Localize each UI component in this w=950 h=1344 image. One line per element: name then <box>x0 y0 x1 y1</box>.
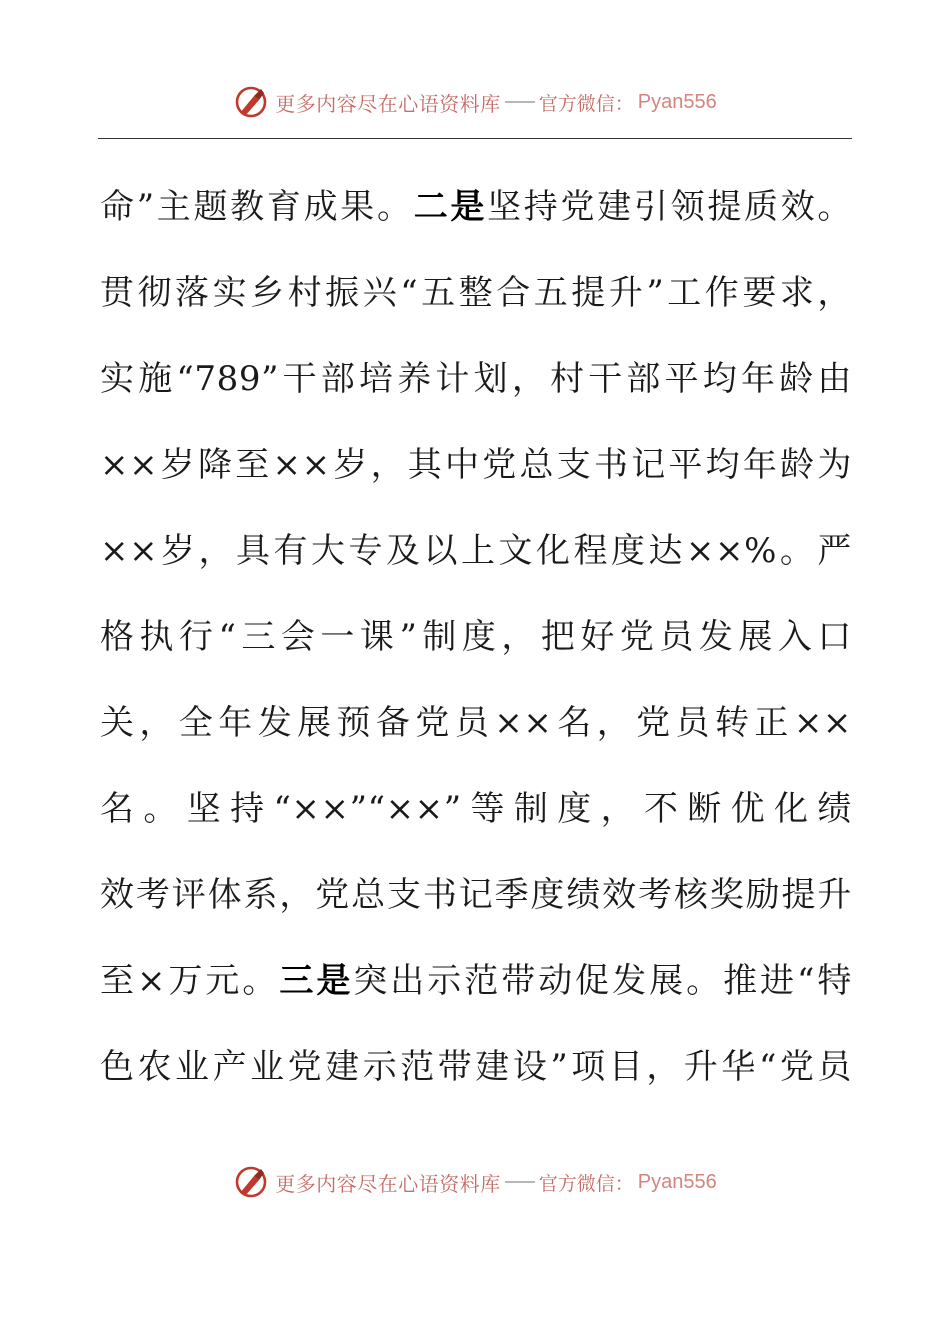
header-divider <box>98 138 852 139</box>
bold-marker-three: 三是 <box>279 961 354 1001</box>
header-wechat-label: 官方微信： <box>538 92 634 115</box>
header-dash <box>505 101 535 103</box>
footer-slogan: 更多内容尽在心语资料库 <box>275 1171 501 1196</box>
header-banner <box>0 82 950 122</box>
text-line-8: 名。坚持“××”“××”等制度，不断优化绩 <box>100 789 852 829</box>
text-line-5: ××岁，具有大专及以上文化程度达××%。严 <box>100 531 852 571</box>
text-line-6: 格执行“三会一课”制度，把好党员发展入口 <box>100 617 852 657</box>
pen-nib-logo-icon <box>233 1164 269 1200</box>
text-line-4: ××岁降至××岁，其中党总支书记平均年龄为 <box>100 445 852 485</box>
text-line-10: 至×万元。三是突出示范带动促发展。推进“特 <box>100 961 852 1001</box>
text-line-7: 关，全年发展预备党员××名，党员转正×× <box>100 703 852 743</box>
pen-nib-logo-icon <box>233 84 269 120</box>
text-line-2: 贯彻落实乡村振兴“五整合五提升”工作要求， <box>100 273 852 313</box>
text-line-1: 命”主题教育成果。二是坚持党建引领提质效。 <box>100 187 853 227</box>
footer-wechat-label: 官方微信： <box>538 1172 634 1195</box>
footer-dash <box>505 1181 535 1183</box>
footer-banner <box>0 1162 950 1202</box>
text-line-9: 效考评体系，党总支书记季度绩效考核奖励提升 <box>100 875 852 915</box>
document-body <box>100 164 852 1110</box>
header-slogan: 更多内容尽在心语资料库 <box>275 91 501 116</box>
header-wechat-id: Pyan556 <box>637 90 717 113</box>
footer-wechat-id: Pyan556 <box>637 1170 717 1193</box>
text-line-3: 实施“789”干部培养计划，村干部平均年龄由 <box>100 359 852 399</box>
text-line-11: 色农业产业党建示范带建设”项目，升华“党员 <box>100 1047 852 1087</box>
bold-marker-two: 二是 <box>413 187 488 227</box>
